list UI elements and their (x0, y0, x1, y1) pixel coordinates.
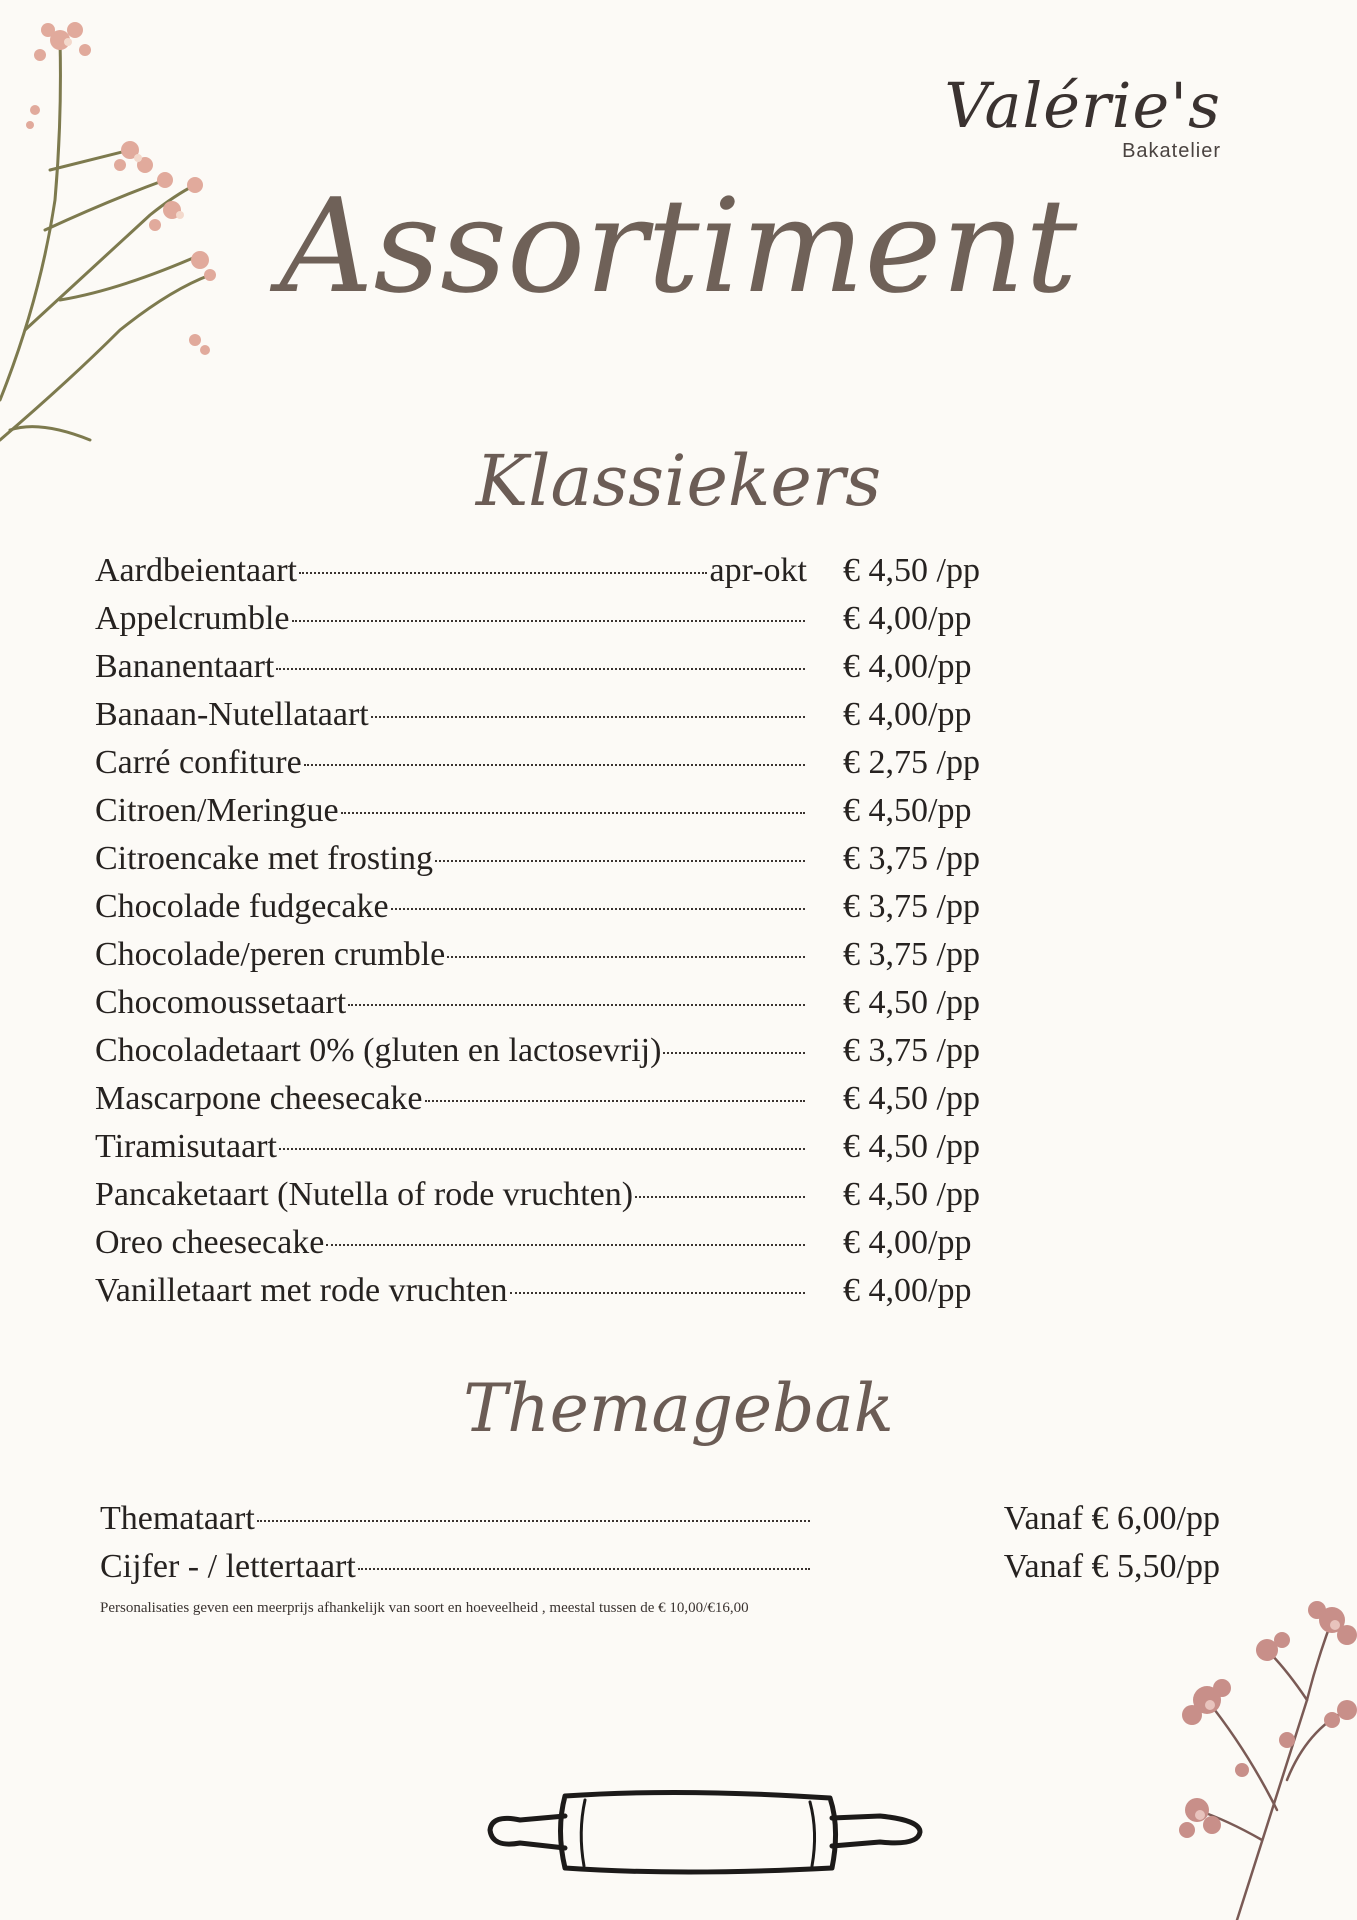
dotted-leader (304, 764, 805, 766)
dotted-leader (326, 1244, 805, 1246)
menu-item (95, 840, 1045, 888)
item-price: € 3,75 /pp (843, 840, 980, 877)
dotted-leader (371, 716, 805, 718)
item-price: € 4,50/pp (843, 792, 972, 829)
menu-item (95, 648, 1045, 696)
dotted-leader (435, 860, 805, 862)
menu-item (95, 936, 1045, 984)
item-price: € 4,50 /pp (843, 1128, 980, 1165)
menu-item (95, 1032, 1045, 1080)
menu-item (95, 696, 1045, 744)
dotted-leader (510, 1292, 805, 1294)
item-name: Appelcrumble (95, 600, 290, 637)
menu-item (95, 984, 1045, 1032)
menu-item (95, 1272, 1045, 1320)
item-price: Vanaf € 5,50/pp (1003, 1548, 1220, 1585)
item-name: Tiramisutaart (95, 1128, 277, 1165)
item-name: Mascarpone cheesecake (95, 1080, 423, 1117)
menu-item (95, 1080, 1045, 1128)
item-price: € 4,50 /pp (843, 1080, 980, 1117)
rolling-pin-icon (480, 1768, 930, 1888)
item-name: Banaan-Nutellataart (95, 696, 369, 733)
menu-item (95, 888, 1045, 936)
menu-item (100, 1548, 1220, 1596)
dotted-leader (279, 1148, 805, 1150)
item-price: € 4,00/pp (843, 648, 972, 685)
item-price: € 3,75 /pp (843, 1032, 980, 1069)
dotted-leader (257, 1520, 810, 1522)
section-title-theme: Themagebak (463, 1370, 894, 1447)
theme-menu-list (100, 1500, 1220, 1596)
dotted-leader (391, 908, 805, 910)
item-name: Themataart (100, 1500, 255, 1537)
item-price: Vanaf € 6,00/pp (1003, 1500, 1220, 1537)
menu-item (95, 1224, 1045, 1272)
item-price: € 3,75 /pp (843, 888, 980, 925)
item-name: Carré confiture (95, 744, 302, 781)
dotted-leader (299, 572, 707, 574)
item-name: Pancaketaart (Nutella of rode vruchten) (95, 1176, 634, 1213)
dotted-leader (447, 956, 805, 958)
item-price: € 4,00/pp (843, 600, 972, 637)
item-name: Cijfer - / lettertaart (100, 1548, 356, 1585)
menu-item (95, 744, 1045, 792)
menu-item (100, 1500, 1220, 1548)
item-name: Oreo cheesecake (95, 1224, 325, 1261)
item-price: € 4,50 /pp (843, 984, 980, 1021)
dotted-leader (425, 1100, 805, 1102)
item-name: Citroen/Meringue (95, 792, 339, 829)
item-season-note: apr-okt (709, 552, 807, 589)
item-name: Bananentaart (95, 648, 275, 685)
item-name: Aardbeientaart (95, 552, 297, 589)
menu-item (95, 1128, 1045, 1176)
menu-item (95, 1176, 1045, 1224)
personalization-footnote: Personalisaties geven een meerprijs afhankelijk van soort en hoeveelheid , meestal tussen de € 10,00/€16,00 (100, 1600, 749, 1616)
item-price: € 4,50 /pp (843, 552, 980, 589)
item-price: € 4,00/pp (843, 1272, 972, 1309)
dotted-leader (341, 812, 805, 814)
flower-branch-bottom-right-icon (1167, 1580, 1357, 1920)
item-price: € 4,00/pp (843, 1224, 972, 1261)
section-title-classics: Klassiekers (475, 440, 882, 522)
dotted-leader (663, 1052, 805, 1054)
item-name: Chocolade/peren crumble (95, 936, 446, 973)
item-name: Chocomoussetaart (95, 984, 347, 1021)
menu-item (95, 600, 1045, 648)
classics-menu-list (95, 552, 1045, 1320)
menu-item (95, 792, 1045, 840)
menu-item (95, 552, 1045, 600)
item-name: Vanilletaart met rode vruchten (95, 1272, 508, 1309)
brand-logo (891, 66, 1221, 163)
dotted-leader (348, 1004, 805, 1006)
item-price: € 3,75 /pp (843, 936, 980, 973)
dotted-leader (358, 1568, 810, 1570)
dotted-leader (276, 668, 805, 670)
item-name: Chocoladetaart 0% (gluten en lactosevrij) (95, 1032, 662, 1069)
page-title: Assortiment (279, 170, 1078, 322)
item-name: Citroencake met frosting (95, 840, 434, 877)
brand-name: Valérie's (944, 69, 1221, 142)
brand-subtitle: Bakatelier (1122, 140, 1221, 162)
item-name: Chocolade fudgecake (95, 888, 389, 925)
dotted-leader (635, 1196, 805, 1198)
item-price: € 4,00/pp (843, 696, 972, 733)
item-price: € 4,50 /pp (843, 1176, 980, 1213)
dotted-leader (292, 620, 806, 622)
item-price: € 2,75 /pp (843, 744, 980, 781)
